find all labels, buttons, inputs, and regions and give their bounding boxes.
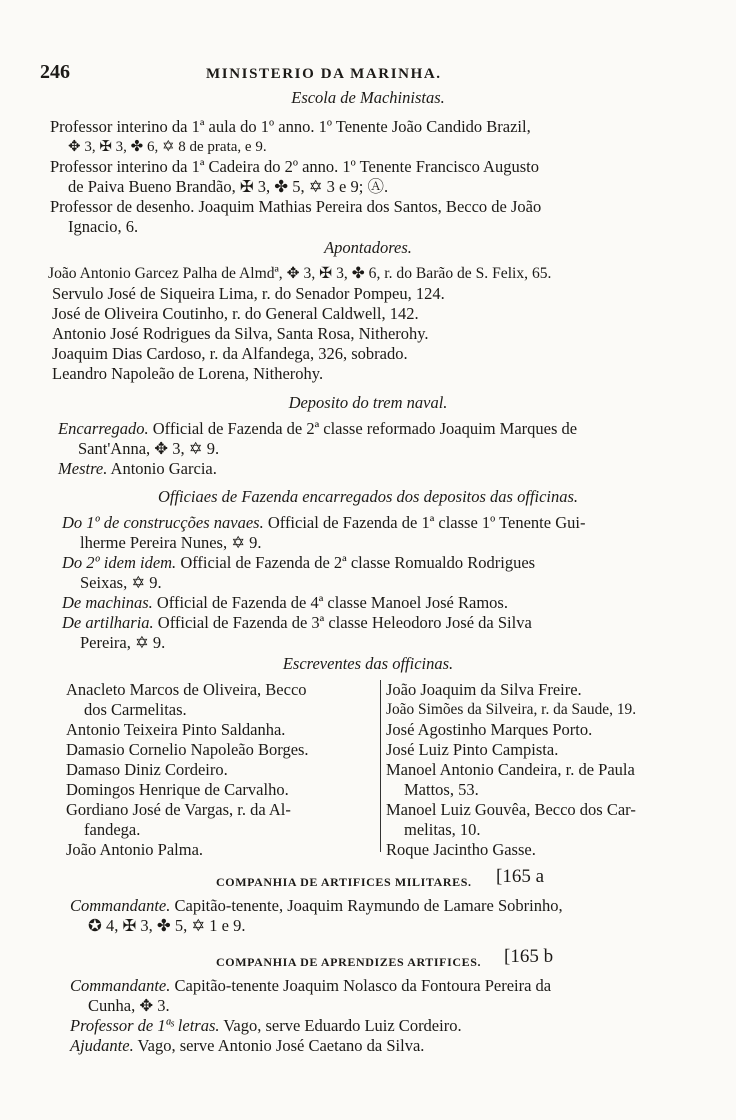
- officiaes-entry: [62, 593, 508, 613]
- entry-text: Official de Fazenda de 4ª classe Manoel José Ramos.: [152, 593, 508, 612]
- escrevente-line: Damaso Diniz Cordeiro.: [66, 760, 228, 779]
- deposito-encarregado: [58, 419, 577, 439]
- entry-text: Official de Fazenda de 3ª classe Heleodoro José da Silva: [153, 613, 532, 632]
- escrevente-line: Anacleto Marcos de Oliveira, Becco: [66, 680, 307, 699]
- apontador-line: Servulo José de Siqueira Lima, r. do Senador Pompeu, 124.: [52, 284, 445, 303]
- column-divider: [380, 680, 381, 852]
- commandante-text: Capitão-tenente Joaquim Nolasco da Fontoura Pereira da: [170, 976, 552, 995]
- escola-line: Professor de desenho. Joaquim Mathias Pereira dos Santos, Becco de João: [50, 197, 542, 216]
- professor-text: Vago, serve Eduardo Luiz Cordeiro.: [219, 1016, 462, 1035]
- militares-commandante: [70, 896, 563, 916]
- deposito-encarregado-cont: Sant'Anna, ✥ 3, ✡ 9.: [78, 439, 220, 458]
- escrevente-line: dos Carmelitas.: [84, 700, 187, 719]
- escrevente-line: Gordiano José de Vargas, r. da Al-: [66, 800, 291, 819]
- escrevente-line: João Joaquim da Silva Freire.: [386, 680, 582, 699]
- commandante-text: Capitão-tenente, Joaquim Raymundo de Lamare Sobrinho,: [170, 896, 563, 915]
- entry-label: De artilharia.: [62, 613, 154, 632]
- officiaes-entry: [62, 513, 585, 533]
- escrevente-line: Mattos, 53.: [404, 780, 479, 799]
- mestre-label: Mestre.: [58, 459, 108, 478]
- commandante-label: Commandante.: [70, 976, 171, 995]
- section-title-deposito: Deposito do trem naval.: [288, 393, 448, 412]
- escrevente-line: fandega.: [84, 820, 141, 839]
- mestre-text: Antonio Garcia.: [107, 459, 217, 478]
- escola-line: Professor interino da 1ª Cadeira do 2º anno. 1º Tenente Francisco Augusto: [50, 157, 539, 176]
- section-title-officiaes: Officiaes de Fazenda encarregados dos depositos das officinas.: [157, 487, 579, 506]
- escrevente-line: João Antonio Palma.: [66, 840, 204, 859]
- apontador-line: Joaquim Dias Cardoso, r. da Alfandega, 326, sobrado.: [52, 344, 408, 363]
- entry-label: De machinas.: [62, 593, 153, 612]
- section-title-escola: Escola de Machinistas.: [291, 88, 445, 107]
- encarregado-text: Official de Fazenda de 2ª classe reformado Joaquim Marques de: [148, 419, 578, 438]
- entry-text: Official de Fazenda de 2ª classe Romualdo Rodrigues: [176, 553, 536, 572]
- page-number: 246: [40, 61, 70, 83]
- apontador-line: João Antonio Garcez Palha de Almdª, ✥ 3, ✠ 3, ✤ 6, r. do Barão de S. Felix, 65.: [48, 265, 552, 282]
- page-header-title: MINISTERIO DA MARINHA.: [206, 66, 442, 82]
- professor-label: Professor de 1ªˢ letras.: [70, 1016, 220, 1035]
- militares-commandante-cont: ✪ 4, ✠ 3, ✤ 5, ✡ 1 e 9.: [88, 916, 246, 935]
- section-title-aprendizes: COMPANHIA DE APRENDIZES ARTIFICES.: [216, 955, 482, 969]
- officiaes-entry-cont: Pereira, ✡ 9.: [80, 633, 166, 652]
- officiaes-entry: [62, 553, 535, 573]
- apontador-line: José de Oliveira Coutinho, r. do General Caldwell, 142.: [52, 304, 419, 323]
- escrevente-line: Domingos Henrique de Carvalho.: [66, 780, 289, 799]
- section-title-militares: COMPANHIA DE ARTIFICES MILITARES.: [216, 875, 472, 889]
- section-title-apontadores: Apontadores.: [324, 238, 412, 257]
- aprendizes-ajudante: [70, 1036, 424, 1056]
- escola-line: ✥ 3, ✠ 3, ✤ 6, ✡ 8 de prata, e 9.: [68, 139, 267, 155]
- escrevente-line: José Agostinho Marques Porto.: [386, 720, 593, 739]
- escrevente-line: Roque Jacintho Gasse.: [386, 840, 536, 859]
- escola-line: Professor interino da 1ª aula do 1º anno. 1º Tenente João Candido Brazil,: [50, 117, 531, 136]
- officiaes-entry: [62, 613, 532, 633]
- militares-ref: [165 a: [496, 866, 545, 887]
- aprendizes-professor: [70, 1016, 462, 1036]
- escrevente-line: Damasio Cornelio Napoleão Borges.: [66, 740, 309, 759]
- ajudante-text: Vago, serve Antonio José Caetano da Silva.: [133, 1036, 425, 1055]
- aprendizes-commandante: [70, 976, 551, 996]
- escola-line: Ignacio, 6.: [68, 217, 139, 236]
- apontador-line: Antonio José Rodrigues da Silva, Santa Rosa, Nitherohy.: [52, 324, 429, 343]
- aprendizes-commandante-cont: Cunha, ✥ 3.: [88, 996, 170, 1015]
- escrevente-line: Antonio Teixeira Pinto Saldanha.: [66, 720, 286, 739]
- commandante-label: Commandante.: [70, 896, 171, 915]
- escrevente-line: melitas, 10.: [404, 820, 481, 839]
- escrevente-line: Manoel Luiz Gouvêa, Becco dos Car-: [386, 800, 636, 819]
- aprendizes-ref: [165 b: [504, 946, 554, 967]
- officiaes-entry-cont: lherme Pereira Nunes, ✡ 9.: [80, 533, 262, 552]
- deposito-mestre: [58, 459, 217, 479]
- ajudante-label: Ajudante.: [70, 1036, 134, 1055]
- encarregado-label: Encarregado.: [58, 419, 149, 438]
- entry-label: Do 1º de construcções navaes.: [62, 513, 264, 532]
- entry-text: Official de Fazenda de 1ª classe 1º Tenente Gui-: [263, 513, 586, 532]
- officiaes-entry-cont: Seixas, ✡ 9.: [80, 573, 162, 592]
- section-title-escreventes: Escreventes das officinas.: [282, 654, 454, 673]
- entry-label: Do 2º idem idem.: [62, 553, 177, 572]
- escola-line: de Paiva Bueno Brandão, ✠ 3, ✤ 5, ✡ 3 e 9; Ⓐ.: [68, 177, 389, 196]
- escrevente-line: José Luiz Pinto Campista.: [386, 740, 559, 759]
- escrevente-line: João Simões da Silveira, r. da Saude, 19.: [386, 701, 637, 718]
- escrevente-line: Manoel Antonio Candeira, r. de Paula: [386, 760, 635, 779]
- apontador-line: Leandro Napoleão de Lorena, Nitherohy.: [52, 364, 324, 383]
- escreventes-right-column: [386, 680, 706, 860]
- escreventes-left-column: [66, 680, 378, 860]
